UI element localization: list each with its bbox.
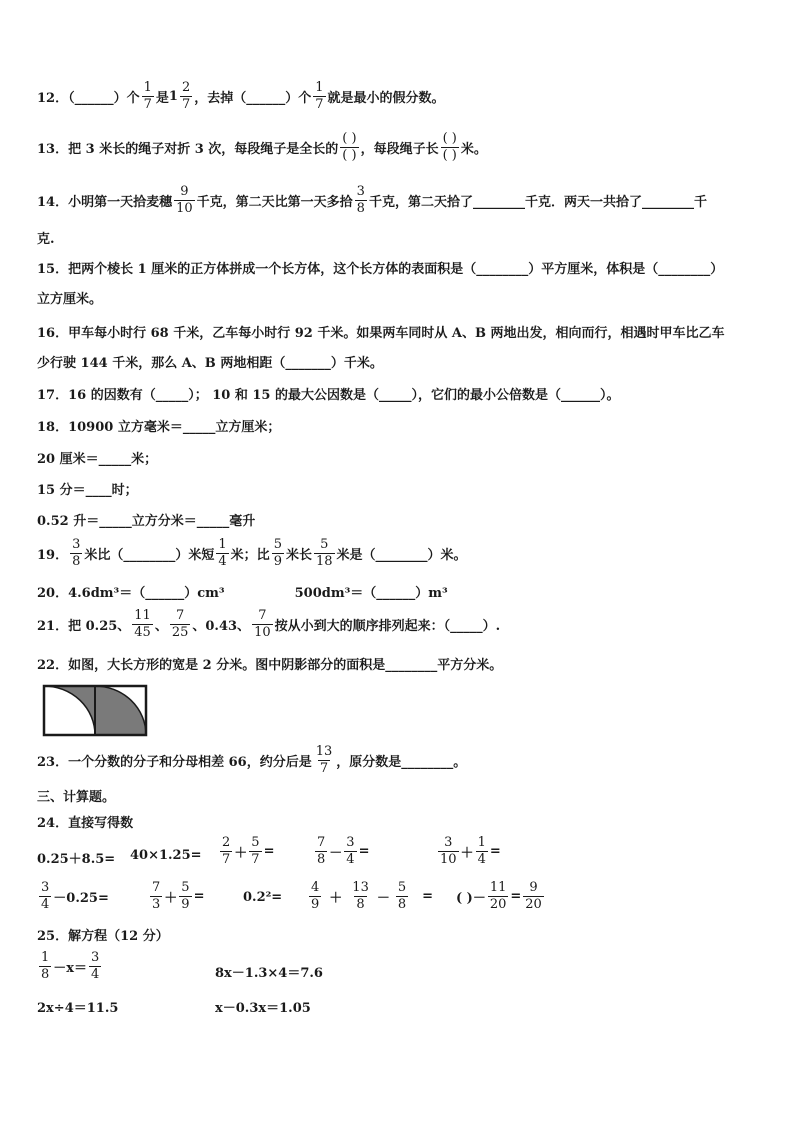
fraction: $\frac{7}{25}$ [171, 608, 189, 640]
question-21: 21．把 0.25、 $\frac{11}{45}$ 、 $\frac{7}{25}$ 、0.43、 $\frac{7}{10}$ 按从小到大的顺序排列起来：（_____）. [37, 608, 501, 640]
question-16: 16．甲车每小时行 68 千米，乙车每小时行 92 千米。如果两车同时从 A、B 两地出发，相向而行，相遇时甲车比乙车 [37, 326, 725, 341]
question-24-title: 24．直接写得数 [37, 816, 134, 831]
fraction: $\frac{7}{10}$ [254, 608, 271, 640]
calc-5: $\frac{3}{10}$ ＋ $\frac{1}{4}$ = [440, 835, 501, 867]
calc-4: $\frac{7}{8}$ － $\frac{3}{4}$ = [317, 835, 370, 867]
right-quarter-circle [95, 686, 146, 735]
question-20: 20．4.6dm³＝（______）cm³ 500dm³＝（______）m³ [37, 586, 448, 601]
fraction: $\frac{13}{7}$ [315, 744, 333, 776]
fraction: $\frac{5}{18}$ [315, 537, 333, 569]
calc-1: 0.25＋8.5= [37, 852, 116, 867]
equation-3: 2x÷4＝11.5 [37, 1001, 119, 1016]
calc-7: $\frac{7}{3}$ ＋ $\frac{5}{9}$ = [152, 880, 205, 912]
question-18-line-2: 20 厘米＝_____米； [37, 452, 158, 467]
shaded-rectangle-figure [42, 684, 148, 737]
question-23: 23．一个分数的分子和分母相差 66，约分后是 $\frac{13}{7}$ ，原分数是________。 [37, 744, 467, 776]
question-18-line-3: 15 分＝____时； [37, 483, 138, 498]
fraction: $\frac{3}{8}$ [72, 537, 81, 569]
question-16-cont: 少行驶 144 千米，那么 A、B 两地相距（_______）千米。 [37, 356, 383, 371]
calc-8: 0.2²= [243, 890, 283, 905]
calc-9: $\frac{4}{9}$ ＋ $\frac{13}{8}$ － $\frac{5}{8}$ = [311, 880, 434, 912]
blank-fraction: $\frac{( )}{( )}$ [342, 131, 357, 163]
equation-4: x－0.3x＝1.05 [215, 1001, 311, 1016]
question-19: 19． $\frac{3}{8}$ 米比（________）米短 $\frac{1}{4}$ 米；比 $\frac{5}{9}$ 米长 $\frac{5}{18}$ 米是（________）米。 [37, 537, 467, 569]
question-17: 17．16 的因数有（_____）； 10 和 15 的最大公因数是（_____），它们的最小公倍数是（______）。 [37, 388, 620, 403]
calc-3: $\frac{2}{7}$ ＋ $\frac{5}{7}$ = [222, 835, 275, 867]
question-18-line-4: 0.52 升＝_____立方分米＝_____毫升 [37, 514, 256, 529]
question-18-line-1: 18．10900 立方毫米＝_____立方厘米； [37, 420, 281, 435]
equation-2: 8x－1.3×4＝7.6 [215, 966, 323, 981]
question-15: 15．把两个棱长 1 厘米的正方体拼成一个长方体，这个长方体的表面积是（________）平方厘米，体积是（________） [37, 262, 724, 277]
calc-10: ( )－ $\frac{11}{20}$ = $\frac{9}{20}$ [456, 880, 542, 912]
fraction: $\frac{9}{10}$ [176, 184, 193, 216]
question-22: 22．如图，大长方形的宽是 2 分米。图中阴影部分的面积是________平方分米。 [37, 658, 503, 673]
fraction: $\frac{1}{4}$ [218, 537, 227, 569]
question-13: 13．把 3 米长的绳子对折 3 次，每段绳子是全长的 $\frac{( )}{( )}$ ，每段绳子长 $\frac{( )}{( )}$ 米。 [37, 131, 487, 163]
equation-1: $\frac{1}{8}$ －x＝ $\frac{3}{4}$ [41, 950, 100, 982]
fraction: $\frac{3}{8}$ [356, 184, 365, 216]
question-14-cont: 克. [37, 232, 55, 247]
fraction: $\frac{5}{9}$ [273, 537, 282, 569]
question-14: 14．小明第一天拾麦穗 $\frac{9}{10}$ 千克，第二天比第一天多拾 $\frac{3}{8}$ 千克，第二天拾了________千克．两天一共拾了________千 [37, 184, 707, 216]
question-25-title: 25．解方程（12 分） [37, 929, 169, 944]
blank-fraction: $\frac{( )}{( )}$ [442, 131, 457, 163]
fraction: $\frac{1}{7}$ [315, 80, 324, 112]
calc-2: 40×1.25= [130, 848, 202, 863]
mixed-number: 1 $\frac{2}{7}$ [168, 80, 191, 112]
calc-6: $\frac{3}{4}$ －0.25= [41, 880, 109, 912]
section-heading: 三、计算题。 [37, 790, 116, 805]
fraction: $\frac{1}{7}$ [143, 80, 152, 112]
fraction: $\frac{11}{45}$ [134, 608, 151, 640]
question-12: 12．（______）个 $\frac{1}{7}$ 是 1 $\frac{2}{7}$ ，去掉（______）个 $\frac{1}{7}$ 就是最小的假分数。 [37, 80, 445, 112]
question-15-cont: 立方厘米。 [37, 292, 103, 307]
